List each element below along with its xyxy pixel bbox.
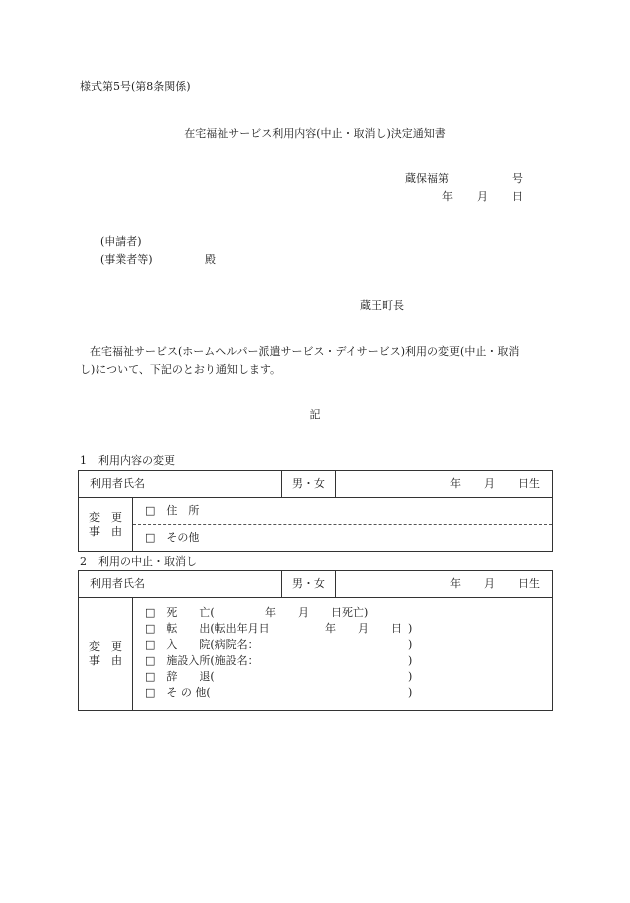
- section1-reason-header: [79, 498, 133, 552]
- option-hospital[interactable]: [145, 638, 545, 652]
- section2-table: [78, 570, 553, 711]
- section1-name-row: [79, 471, 282, 498]
- issuer: 蔵王町長: [360, 299, 404, 312]
- section2-heading: 2 利用の中止・取消し: [80, 555, 197, 568]
- option-hospital-close: ): [408, 638, 413, 651]
- section2-reason-header: [79, 598, 133, 711]
- doc-number-suffix: 号: [512, 172, 523, 185]
- option-address[interactable]: [133, 498, 552, 524]
- section2-birth-month: 月: [484, 577, 495, 590]
- option-other[interactable]: [133, 524, 552, 551]
- section1-birthdate: [336, 471, 553, 498]
- option-move-out-label: □ 転 出(転出年月日: [145, 622, 270, 635]
- document-title: 在宅福祉サービス利用内容(中止・取消し)決定通知書: [184, 127, 446, 140]
- option-facility-label: □ 施設入所(施設名：: [145, 654, 259, 667]
- date-day: 日: [512, 190, 523, 203]
- section1-reason-options: [133, 498, 553, 552]
- doc-number-prefix: 蔵保福第: [405, 172, 449, 185]
- body-line-1: 在宅福祉サービス(ホームヘルパー派遣サービス・デイサービス)利用の変更(中止・取消: [90, 345, 520, 358]
- option-decline-label: □ 辞 退(: [145, 670, 215, 683]
- section1-gender: 男・女: [282, 471, 336, 498]
- section1-name-label: 利用者氏名: [90, 477, 145, 490]
- option-other-reason-label: □ そ の 他(: [145, 686, 211, 699]
- business-label: (事業者等): [100, 253, 153, 266]
- option-other-reason[interactable]: [145, 686, 545, 700]
- option-hospital-label: □ 入 院(病院名：: [145, 638, 259, 651]
- option-death[interactable]: [145, 606, 545, 620]
- option-facility-close: ): [408, 654, 413, 667]
- section2-reason-label-1: 変 更: [89, 640, 122, 653]
- option-decline-close: ): [408, 670, 413, 683]
- option-decline[interactable]: [145, 670, 545, 684]
- option-move-out-date: 年 月 日: [325, 622, 402, 635]
- form-number: 様式第5号(第8条関係): [80, 80, 191, 93]
- section2-name-row: [79, 571, 282, 598]
- option-address-label: □ 住 所: [145, 504, 200, 517]
- section2-birth-day: 日生: [518, 577, 540, 590]
- section2-reason-label-2: 事 由: [89, 654, 122, 667]
- option-facility[interactable]: [145, 654, 545, 668]
- section1-table: [78, 470, 553, 552]
- date-month: 月: [477, 190, 488, 203]
- section2-birth-year: 年: [450, 577, 461, 590]
- section1-birth-month: 月: [484, 477, 495, 490]
- section1-reason-label-1: 変 更: [89, 510, 122, 524]
- section1-heading: 1 利用内容の変更: [80, 454, 175, 467]
- option-death-label: □ 死 亡(: [145, 606, 215, 619]
- section1-reason-label-2: 事 由: [89, 524, 122, 538]
- ki-mark: 記: [309, 408, 321, 421]
- section1-birth-year: 年: [450, 477, 461, 490]
- option-move-out-close: ): [408, 622, 413, 635]
- option-move-out[interactable]: [145, 622, 545, 636]
- date-year: 年: [442, 190, 453, 203]
- option-other-label: □ その他: [145, 531, 200, 544]
- section2-birthdate: [336, 571, 553, 598]
- body-line-2: し)について、下記のとおり通知します。: [80, 363, 281, 376]
- section2-gender: 男・女: [282, 571, 336, 598]
- honorific: 殿: [205, 253, 216, 266]
- option-other-reason-close: ): [408, 686, 413, 699]
- option-death-date: 年 月 日死亡): [265, 606, 369, 619]
- section2-reason-options: [133, 598, 553, 711]
- applicant-label: (申請者): [100, 235, 142, 248]
- section1-birth-day: 日生: [518, 477, 540, 490]
- section2-name-label: 利用者氏名: [90, 577, 145, 590]
